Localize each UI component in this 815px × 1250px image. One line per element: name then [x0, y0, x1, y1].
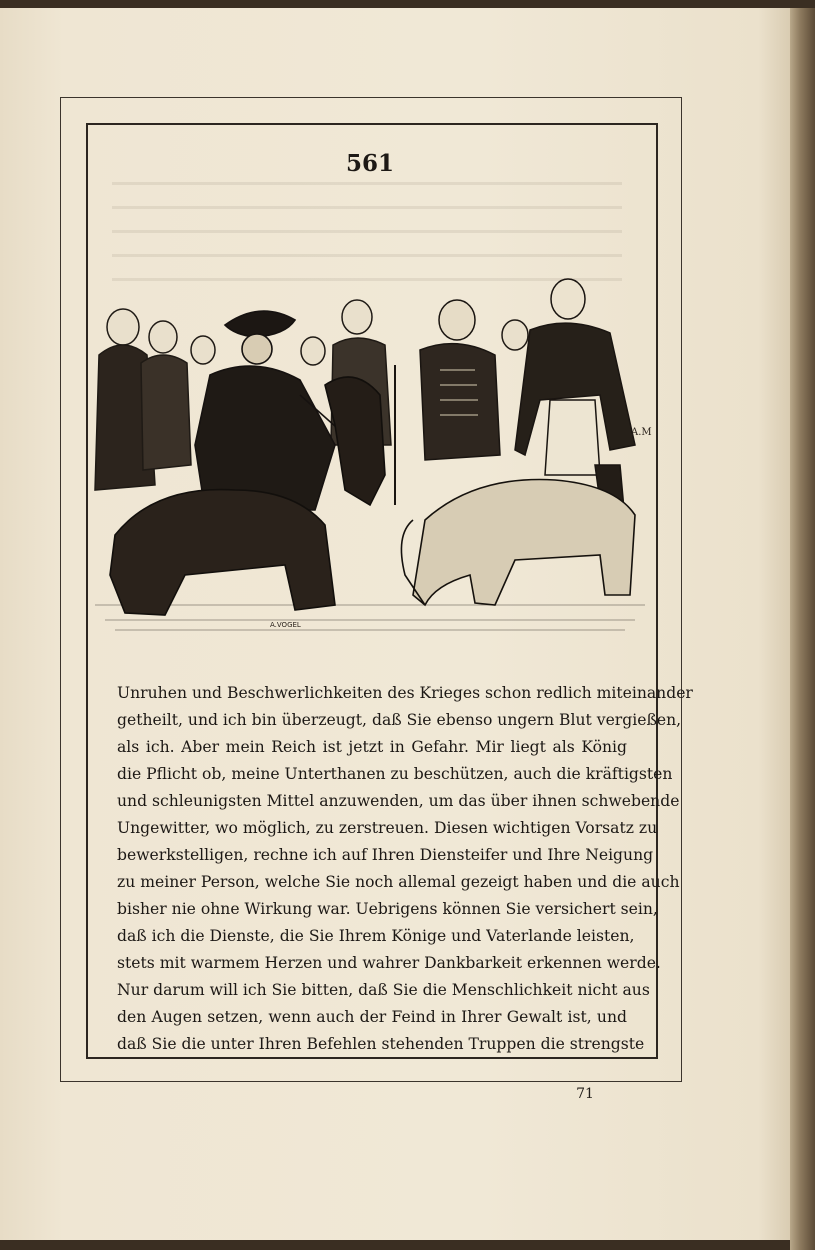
- text-line: den Augen setzen, wenn auch der Feind in Ihrer Gewalt ist, und: [117, 1008, 627, 1026]
- text-line: und schleunigsten Mittel anzuwenden, um das über ihnen schwebende: [117, 792, 680, 810]
- text-line: bewerkstelligen, rechne ich auf Ihren Diensteifer und Ihre Neigung: [117, 846, 654, 864]
- corner-mark: A.M: [631, 427, 652, 438]
- body-text: [117, 680, 693, 1058]
- text-line: Nur darum will ich Sie bitten, daß Sie die Menschlichkeit nicht aus: [117, 981, 650, 999]
- text-line: daß Sie die unter Ihren Befehlen stehenden Truppen die strengste: [117, 1035, 645, 1053]
- text-line: als ich. Aber mein Reich ist jetzt in Gefahr. Mir liegt als König: [117, 738, 627, 756]
- folio-number: 71: [576, 1086, 594, 1102]
- engraving-illustration: [95, 275, 652, 640]
- text-line: getheilt, und ich bin überzeugt, daß Sie ebenso ungern Blut vergießen,: [117, 711, 682, 729]
- text-line: bisher nie ohne Wirkung war. Uebrigens können Sie versichert sein,: [117, 900, 658, 918]
- text-line: Ungewitter, wo möglich, zu zerstreuen. Diesen wichtigen Vorsatz zu: [117, 819, 658, 837]
- book-spine-edge: [790, 8, 815, 1250]
- text-line: zu meiner Person, welche Sie noch allemal gezeigt haben und die auch: [117, 873, 680, 891]
- artist-signature: A.VOGEL: [270, 621, 301, 629]
- chapter-page-number: 561: [345, 150, 394, 177]
- text-line: stets mit warmem Herzen und wahrer Dankbarkeit erkennen werde.: [117, 954, 661, 972]
- text-line: Unruhen und Beschwerlichkeiten des Krieges schon redlich miteinander: [117, 684, 693, 702]
- text-line: daß ich die Dienste, die Sie Ihrem Könige und Vaterlande leisten,: [117, 927, 635, 945]
- text-line: die Pflicht ob, meine Unterthanen zu beschützen, auch die kräftigsten: [117, 765, 673, 783]
